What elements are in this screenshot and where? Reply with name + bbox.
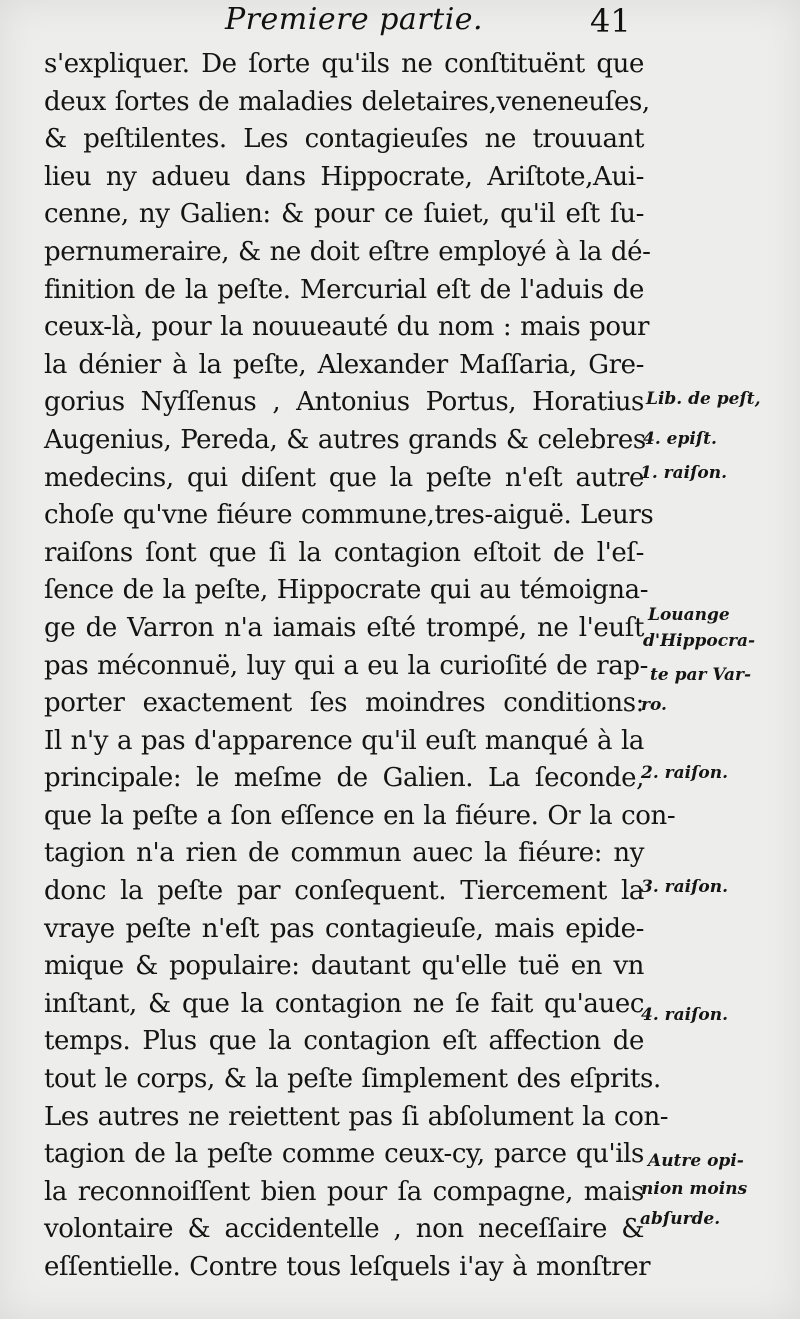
margin-note: 4. raiſon. — [641, 1005, 729, 1025]
text-line: eſſentielle. Contre tous leſquels i'ay à monſtrer — [44, 1252, 651, 1282]
margin-note: Lib. de peſt, — [646, 389, 761, 409]
text-line: ceux-là, pour la nouueauté du nom : mais pour — [44, 312, 650, 343]
margin-note: 3. raiſon. — [641, 877, 729, 897]
text-line: la dénier à la peſte, Alexander Maſſaria, Gre- — [44, 349, 644, 380]
show-through-from-reverse — [690, 80, 790, 980]
margin-note: te par Var- — [650, 665, 752, 685]
text-line: & peſtilentes. Les contagieuſes ne trouuant — [44, 124, 644, 155]
text-line: cenne, ny Galien: & pour ce ſuiet, qu'il eſt ſu- — [44, 199, 644, 230]
text-line: tout le corps, & la peſte ſimplement des eſprits. — [44, 1064, 661, 1095]
text-line: pernumeraire, & ne doit eſtre employé à la dé- — [44, 236, 651, 267]
text-line: inſtant, & que la contagion ne ſe fait qu'auec — [44, 988, 644, 1019]
text-line: gorius Nyſſenus , Antonius Portus, Horatius — [44, 387, 644, 418]
text-line: porter exactement ſes moindres conditions: — [44, 688, 644, 719]
text-line: finition de la peſte. Mercurial eſt de l'aduis de — [44, 274, 644, 305]
text-line: vraye peſte n'eſt pas contagieuſe, mais epide- — [44, 913, 644, 944]
text-line: medecins, qui diſent que la peſte n'eſt autre — [44, 462, 644, 493]
margin-note: ro. — [641, 695, 667, 715]
margin-note: nion moins — [641, 1179, 748, 1199]
text-line: deux ſortes de maladies deletaires,veneneuſes, — [44, 86, 650, 117]
text-line: pas méconnuë, luy qui a eu la curioſité de rap- — [44, 650, 648, 681]
margin-note: d'Hippocra- — [643, 631, 756, 651]
text-line: raiſons ſont que ſi la contagion eſtoit de l'eſ- — [44, 537, 644, 568]
margin-note: Autre opi- — [648, 1151, 744, 1171]
margin-note: 4. epiſt. — [643, 429, 717, 449]
text-line: ſence de la peſte, Hippocrate qui au témoigna- — [44, 575, 649, 606]
text-line: donc la peſte par conſequent. Tiercement la — [44, 876, 644, 907]
text-line: choſe qu'vne fiéure commune,tres-aiguë. Leurs — [44, 500, 654, 531]
text-line: principale: le meſme de Galien. La ſeconde, — [44, 763, 644, 794]
text-line: s'expliquer. De ſorte qu'ils ne conſtituënt que — [44, 49, 644, 79]
page-number: 41 — [590, 2, 631, 40]
text-line: que la peſte a ſon eſſence en la fiéure. Or la con- — [44, 800, 676, 831]
text-line: Les autres ne reiettent pas ſi abſolument la con- — [44, 1101, 669, 1132]
page-header — [0, 0, 800, 48]
text-line: volontaire & accidentelle , non neceſſaire & — [44, 1214, 644, 1245]
text-line: la reconnoiſſent bien pour ſa compagne, mais — [44, 1176, 644, 1207]
margin-note: abſurde. — [640, 1209, 721, 1229]
running-title: Premiere partie. — [225, 2, 484, 37]
text-line: mique & populaire: dautant qu'elle tuë en vn — [44, 951, 644, 982]
text-line: temps. Plus que la contagion eſt affection de — [44, 1026, 644, 1057]
margin-note: 2. raiſon. — [641, 763, 729, 783]
text-line: ge de Varron n'a iamais eſté trompé, ne l'euſt — [44, 612, 644, 643]
text-line: Il n'y a pas d'apparence qu'il euſt manqué à la — [44, 725, 644, 756]
text-line: Augenius, Pereda, & autres grands & celebres — [44, 424, 646, 455]
text-line: tagion de la peſte comme ceux-cy, parce qu'ils — [44, 1139, 644, 1170]
text-line: tagion n'a rien de commun auec la fiéure: ny — [44, 838, 644, 869]
text-line: lieu ny adueu dans Hippocrate, Ariſtote,Aui- — [44, 161, 644, 192]
margin-note: Louange — [648, 605, 730, 625]
body-text — [44, 46, 676, 1287]
margin-note: 1. raiſon. — [640, 463, 728, 483]
